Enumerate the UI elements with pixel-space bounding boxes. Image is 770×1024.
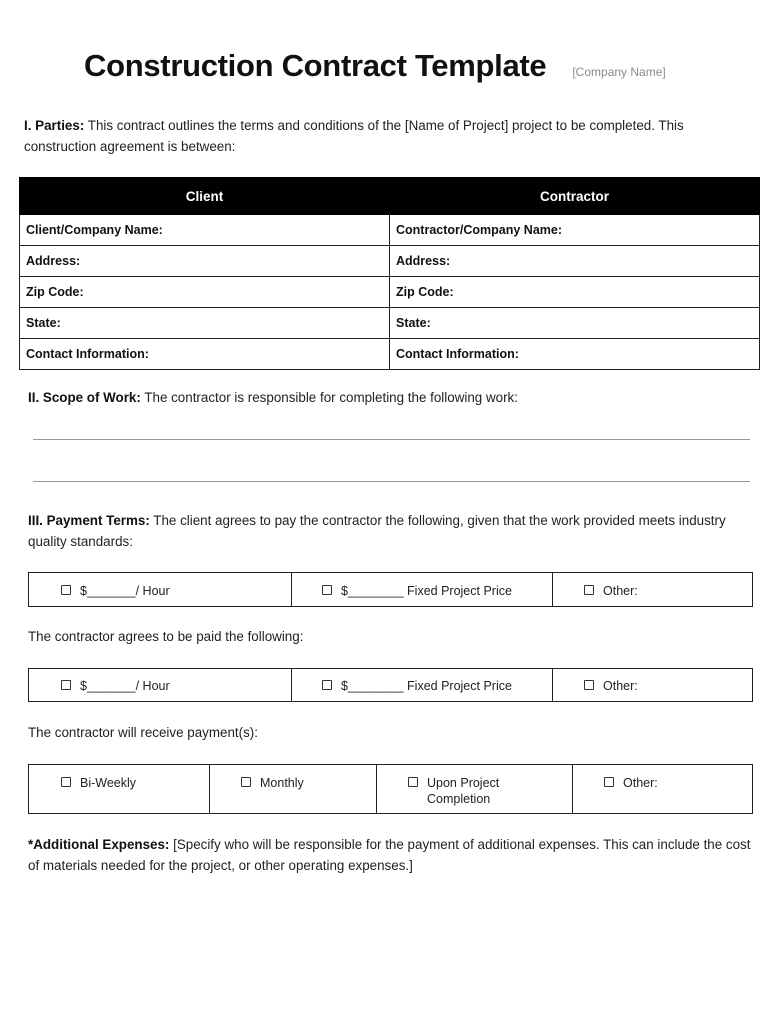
client-address-field[interactable]: Address: <box>20 246 390 277</box>
client-payment-options <box>28 572 753 607</box>
checkbox-icon[interactable] <box>61 585 71 595</box>
checkbox-icon[interactable] <box>241 777 251 787</box>
expenses-paragraph <box>28 834 752 876</box>
contractor-company-name-field[interactable]: Contractor/Company Name: <box>390 215 760 246</box>
payment-heading: III. Payment Terms: <box>28 513 150 528</box>
option-label: $_______/ Hour <box>80 584 170 598</box>
option-label: Other: <box>623 776 658 790</box>
option-monthly[interactable] <box>210 765 377 813</box>
option-fixed-price[interactable] <box>292 669 553 701</box>
option-label: Upon Project Completion <box>427 776 500 806</box>
scope-line-2[interactable] <box>33 481 750 482</box>
scope-paragraph <box>28 387 748 408</box>
contractor-contact-field[interactable]: Contact Information: <box>390 339 760 370</box>
table-row <box>20 215 760 246</box>
contractor-payment-text: The contractor agrees to be paid the following: <box>28 629 304 644</box>
checkbox-icon[interactable] <box>408 777 418 787</box>
expenses-heading: *Additional Expenses: <box>28 837 170 852</box>
checkbox-icon[interactable] <box>322 585 332 595</box>
option-label: Other: <box>603 584 638 598</box>
contractor-payment-options <box>28 668 753 702</box>
company-name-placeholder: [Company Name] <box>572 65 666 79</box>
expenses-text: [Specify who will be responsible for the payment of additional expenses. This can include the cost of materials needed for the project, or other operating expenses.] <box>28 837 751 873</box>
contractor-address-field[interactable]: Address: <box>390 246 760 277</box>
scope-heading: II. Scope of Work: <box>28 390 141 405</box>
parties-heading: I. Parties: <box>24 118 85 133</box>
parties-paragraph <box>24 115 744 157</box>
scope-line-1[interactable] <box>33 439 750 440</box>
parties-text: This contract outlines the terms and conditions of the [Name of Project] project to be completed. This construction agreement is between: <box>24 118 684 154</box>
contractor-zip-field[interactable]: Zip Code: <box>390 277 760 308</box>
option-other[interactable] <box>553 573 752 606</box>
checkbox-icon[interactable] <box>604 777 614 787</box>
contractor-state-field[interactable]: State: <box>390 308 760 339</box>
option-label: $________ Fixed Project Price <box>341 584 512 598</box>
table-row <box>20 277 760 308</box>
payment-text: The client agrees to pay the contractor the following, given that the work provided meets industry quality standards: <box>28 513 726 549</box>
checkbox-icon[interactable] <box>322 680 332 690</box>
document-title: Construction Contract Template <box>84 48 547 83</box>
option-other[interactable] <box>553 669 752 701</box>
option-label: $_______/ Hour <box>80 679 170 693</box>
client-contact-field[interactable]: Contact Information: <box>20 339 390 370</box>
option-hourly[interactable] <box>29 669 292 701</box>
client-company-name-field[interactable]: Client/Company Name: <box>20 215 390 246</box>
checkbox-icon[interactable] <box>61 680 71 690</box>
column-header-client: Client <box>20 178 390 215</box>
parties-table-header <box>20 178 760 215</box>
option-fixed-price[interactable] <box>292 573 553 606</box>
option-other[interactable] <box>573 765 752 813</box>
checkbox-icon[interactable] <box>584 680 594 690</box>
payment-schedule-text: The contractor will receive payment(s): <box>28 725 258 740</box>
table-row <box>20 339 760 370</box>
parties-table <box>19 177 760 370</box>
client-state-field[interactable]: State: <box>20 308 390 339</box>
option-hourly[interactable] <box>29 573 292 606</box>
checkbox-icon[interactable] <box>61 777 71 787</box>
option-upon-completion[interactable] <box>377 765 573 813</box>
option-bi-weekly[interactable] <box>29 765 210 813</box>
payment-schedule-options <box>28 764 753 814</box>
payment-paragraph <box>28 510 748 552</box>
column-header-contractor: Contractor <box>390 178 760 215</box>
table-row <box>20 246 760 277</box>
checkbox-icon[interactable] <box>584 585 594 595</box>
option-label: Other: <box>603 679 638 693</box>
option-label: Monthly <box>260 776 304 790</box>
option-label: Bi-Weekly <box>80 776 137 790</box>
option-label: $________ Fixed Project Price <box>341 679 512 693</box>
scope-text: The contractor is responsible for completing the following work: <box>140 390 518 405</box>
document-header <box>84 48 666 84</box>
table-row <box>20 308 760 339</box>
client-zip-field[interactable]: Zip Code: <box>20 277 390 308</box>
